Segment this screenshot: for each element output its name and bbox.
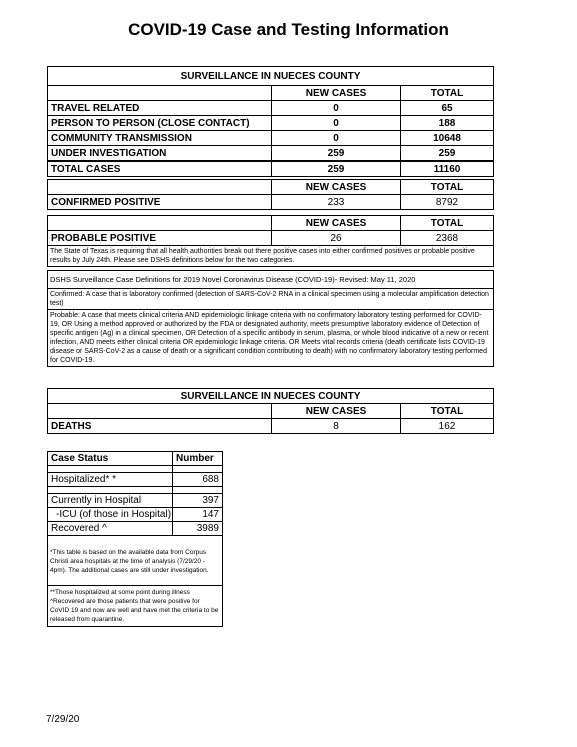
definitions-header: DSHS Surveillance Case Definitions for 2019 Novel Coronavirus Disease (COVID-19)- Revised: May 11, 2020 — [48, 271, 494, 289]
row-new: 0 — [272, 101, 401, 116]
row-total: 65 — [401, 101, 494, 116]
status-label: Recovered ^ — [48, 522, 173, 536]
surveillance-table — [47, 66, 494, 177]
spacer-cell — [48, 487, 173, 494]
case-status-note: *This table is based on the available data from Corpus Christi area hospitals at the time of analysis (7/29/20 - 4pm). The additional cases are still under investigation. — [48, 536, 223, 586]
definition-confirmed: Confirmed: A case that is laboratory confirmed (detection of SARS-CoV-2 RNA in a clinical specimen using a molecular amplification detection test) — [48, 289, 494, 310]
row-total: 10648 — [401, 131, 494, 146]
status-value: 397 — [173, 494, 223, 508]
probable-label: PROBABLE POSITIVE — [48, 231, 272, 246]
table-row — [48, 146, 494, 162]
row-label: TRAVEL RELATED — [48, 101, 272, 116]
col-number: Number — [173, 452, 223, 466]
table-row — [48, 116, 494, 131]
confirmed-new: 233 — [272, 195, 401, 210]
row-new: 259 — [272, 161, 401, 177]
case-status-footnote: **Those hospitalized at some point during illness ^Recovered are those patients that were positive for CoVID 19 and now are well and have met the criteria to be released from quarantine. — [48, 586, 223, 627]
table-row — [48, 419, 494, 434]
row-label: TOTAL CASES — [48, 161, 272, 177]
deaths-table — [47, 388, 494, 434]
status-value: 147 — [173, 508, 223, 522]
deaths-total: 162 — [401, 419, 494, 434]
table-row — [48, 195, 494, 210]
row-total: 188 — [401, 116, 494, 131]
spacer-cell — [173, 466, 223, 473]
empty-cell — [48, 404, 272, 419]
spacer-cell — [173, 487, 223, 494]
empty-cell — [48, 216, 272, 231]
table-row — [48, 494, 223, 508]
deaths-label: DEATHS — [48, 419, 272, 434]
status-label: Currently in Hospital — [48, 494, 173, 508]
probable-total: 2368 — [401, 231, 494, 246]
probable-note: The State of Texas is requiring that all health authorities break out there positive cases into either confirmed positives or probable positive results by July 24th. Please see DSHS definitions below for the two categories. — [48, 246, 494, 267]
probable-new: 26 — [272, 231, 401, 246]
empty-cell — [48, 86, 272, 101]
col-new-cases: NEW CASES — [272, 180, 401, 195]
confirmed-label: CONFIRMED POSITIVE — [48, 195, 272, 210]
col-new-cases: NEW CASES — [272, 86, 401, 101]
row-new: 259 — [272, 146, 401, 162]
row-new: 0 — [272, 131, 401, 146]
col-case-status: Case Status — [48, 452, 173, 466]
row-total: 259 — [401, 146, 494, 162]
col-new-cases: NEW CASES — [272, 404, 401, 419]
table-row-total — [48, 161, 494, 177]
probable-table — [47, 215, 494, 267]
status-label: -ICU (of those in Hospital) — [48, 508, 173, 522]
table-row — [48, 131, 494, 146]
row-label: PERSON TO PERSON (CLOSE CONTACT) — [48, 116, 272, 131]
confirmed-table — [47, 179, 494, 210]
col-new-cases: NEW CASES — [272, 216, 401, 231]
status-value: 688 — [173, 473, 223, 487]
table-row — [48, 231, 494, 246]
status-label: Hospitalized* * — [48, 473, 173, 487]
spacer-cell — [48, 466, 173, 473]
report-date: 7/29/20 — [46, 714, 80, 725]
row-new: 0 — [272, 116, 401, 131]
col-total: TOTAL — [401, 180, 494, 195]
status-value: 3989 — [173, 522, 223, 536]
table-row — [48, 473, 223, 487]
confirmed-total: 8792 — [401, 195, 494, 210]
definition-probable: Probable: A case that meets clinical criteria AND epidemiologic linkage criteria with no confirmatory laboratory testing performed for COVID-19, OR Using a method approved or authorized by the FDA or designated authority, meets presumptive laboratory evidence of Detection of specific antigen (Ag) in a clinical specimen, OR Detection of a specific antibody in serum, plasma, or whole blood indicative of a new or recent infection, AND meets either clinical criteria OR epidemiologic linkage criteria. OR Meets vital records criteria (death certificate lists COVID-19 disease or SARS-CoV-2 as a cause of death or a significant condition contributing to death) with no confirmatory laboratory testing performed for COVID-19. — [48, 310, 494, 367]
col-total: TOTAL — [401, 404, 494, 419]
row-label: COMMUNITY TRANSMISSION — [48, 131, 272, 146]
page-title: COVID-19 Case and Testing Information — [128, 20, 449, 39]
case-status-table — [47, 451, 223, 627]
row-total: 11160 — [401, 161, 494, 177]
table-row — [48, 522, 223, 536]
table-row — [48, 508, 223, 522]
table-row — [48, 101, 494, 116]
definitions-table — [47, 270, 494, 367]
col-total: TOTAL — [401, 86, 494, 101]
surveillance-header: SURVEILLANCE IN NUECES COUNTY — [48, 67, 494, 86]
empty-cell — [48, 180, 272, 195]
deaths-header: SURVEILLANCE IN NUECES COUNTY — [48, 389, 494, 404]
deaths-new: 8 — [272, 419, 401, 434]
col-total: TOTAL — [401, 216, 494, 231]
row-label: UNDER INVESTIGATION — [48, 146, 272, 162]
